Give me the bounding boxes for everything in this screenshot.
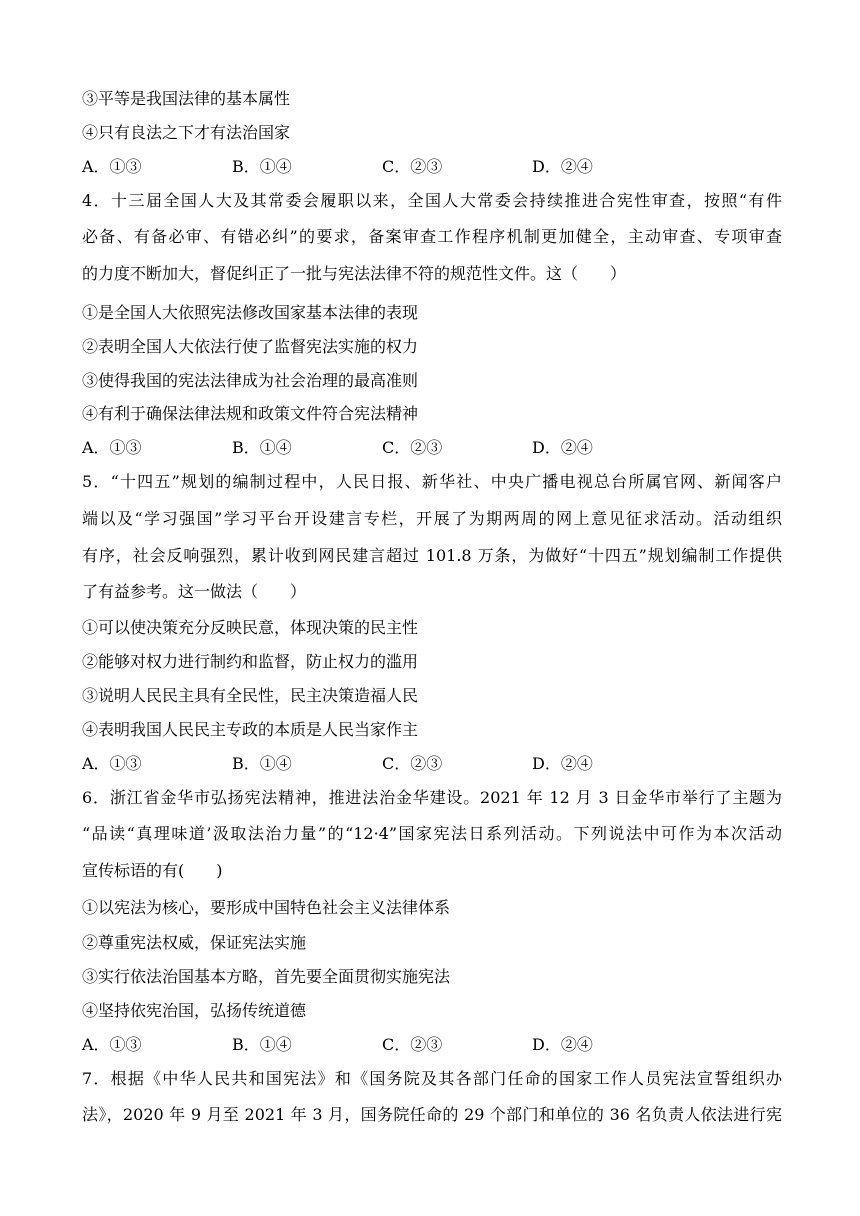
q4-stem-line-1: 4．十三届全国人大及其常委会履职以来，全国人大常委会持续推进合宪性审查，按照“有件 — [82, 191, 782, 210]
q3-option-d[interactable]: D．②④ — [532, 157, 593, 176]
q7-stem-line-1: 7．根据《中华人民共和国宪法》和《国务院及其各部门任命的国家工作人员宪法宣誓组织办 — [82, 1069, 782, 1088]
q7-stem-line-2: 法》，2020 年 9 月至 2021 年 3 月，国务院任命的 29 个部门和单位的 36 名负责人依法进行宪 — [82, 1105, 782, 1124]
q5-option-c[interactable]: C．②③ — [382, 754, 443, 773]
q6-statement-2: ②尊重宪法权威，保证宪法实施 — [82, 933, 307, 952]
q4-option-b[interactable]: B．①④ — [232, 438, 292, 457]
q3-option-a[interactable]: A．①③ — [82, 157, 142, 176]
q4-option-d[interactable]: D．②④ — [532, 438, 593, 457]
q3-option-c[interactable]: C．②③ — [382, 157, 443, 176]
q3-statement-3: ③平等是我国法律的基本属性 — [82, 89, 291, 108]
q3-statement-4: ④只有良法之下才有法治国家 — [82, 123, 291, 142]
q6-stem-line-3: 宣传标语的有( ) — [82, 861, 223, 880]
q5-statement-3: ③说明人民民主具有全民性，民主决策造福人民 — [82, 686, 419, 705]
q6-statement-4: ④坚持依宪治国，弘扬传统道德 — [82, 1001, 307, 1020]
q3-option-b[interactable]: B．①④ — [232, 157, 292, 176]
q6-option-c[interactable]: C．②③ — [382, 1035, 443, 1054]
q5-option-b[interactable]: B．①④ — [232, 754, 292, 773]
q5-option-d[interactable]: D．②④ — [532, 754, 593, 773]
q6-statement-3: ③实行依法治国基本方略，首先要全面贯彻实施宪法 — [82, 967, 451, 986]
q3-options — [82, 157, 782, 177]
q4-statement-1: ①是全国人大依照宪法修改国家基本法律的表现 — [82, 303, 419, 322]
q5-option-a[interactable]: A．①③ — [82, 754, 142, 773]
q4-option-a[interactable]: A．①③ — [82, 438, 142, 457]
q5-statement-4: ④表明我国人民民主专政的本质是人民当家作主 — [82, 720, 419, 739]
q4-stem-line-2: 必备、有备必审、有错必纠”的要求，备案审查工作程序机制更加健全，主动审查、专项审查 — [82, 227, 782, 246]
q5-stem-line-2: 端以及“学习强国”学习平台开设建言专栏，开展了为期两周的网上意见征求活动。活动组织 — [82, 509, 782, 528]
q5-statement-1: ①可以使决策充分反映民意，体现决策的民主性 — [82, 618, 419, 637]
q4-statement-4: ④有利于确保法律法规和政策文件符合宪法精神 — [82, 404, 419, 423]
q6-stem-line-2: “品读“真理味道’汲取法治力量”的“12·4”国家宪法日系列活动。下列说法中可作为本次活动 — [82, 824, 782, 843]
q5-statement-2: ②能够对权力进行制约和监督，防止权力的滥用 — [82, 652, 419, 671]
q6-option-b[interactable]: B．①④ — [232, 1035, 292, 1054]
q4-statement-2: ②表明全国人大依法行使了监督宪法实施的权力 — [82, 337, 419, 356]
q4-option-c[interactable]: C．②③ — [382, 438, 443, 457]
q6-stem-line-1: 6．浙江省金华市弘扬宪法精神，推进法治金华建设。2021 年 12 月 3 日金华市举行了主题为 — [82, 788, 782, 807]
q5-stem-line-1: 5．“十四五”规划的编制过程中，人民日报、新华社、中央广播电视总台所属官网、新闻客户 — [82, 472, 782, 491]
q6-option-a[interactable]: A．①③ — [82, 1035, 142, 1054]
q5-stem-line-3: 有序，社会反响强烈，累计收到网民建言超过 101.8 万条，为做好“十四五”规划编制工作提供 — [82, 546, 782, 565]
q6-option-d[interactable]: D．②④ — [532, 1035, 593, 1054]
q4-stem-line-3: 的力度不断加大，督促纠正了一批与宪法法律不符的规范性文件。这（ ） — [82, 264, 627, 283]
q4-options — [82, 438, 782, 458]
q6-statement-1: ①以宪法为核心，要形成中国特色社会主义法律体系 — [82, 898, 451, 917]
q6-options — [82, 1035, 782, 1055]
q5-options — [82, 754, 782, 774]
q5-stem-line-4: 了有益参考。这一做法（ ） — [82, 582, 307, 601]
q4-statement-3: ③使得我国的宪法法律成为社会治理的最高准则 — [82, 371, 419, 390]
